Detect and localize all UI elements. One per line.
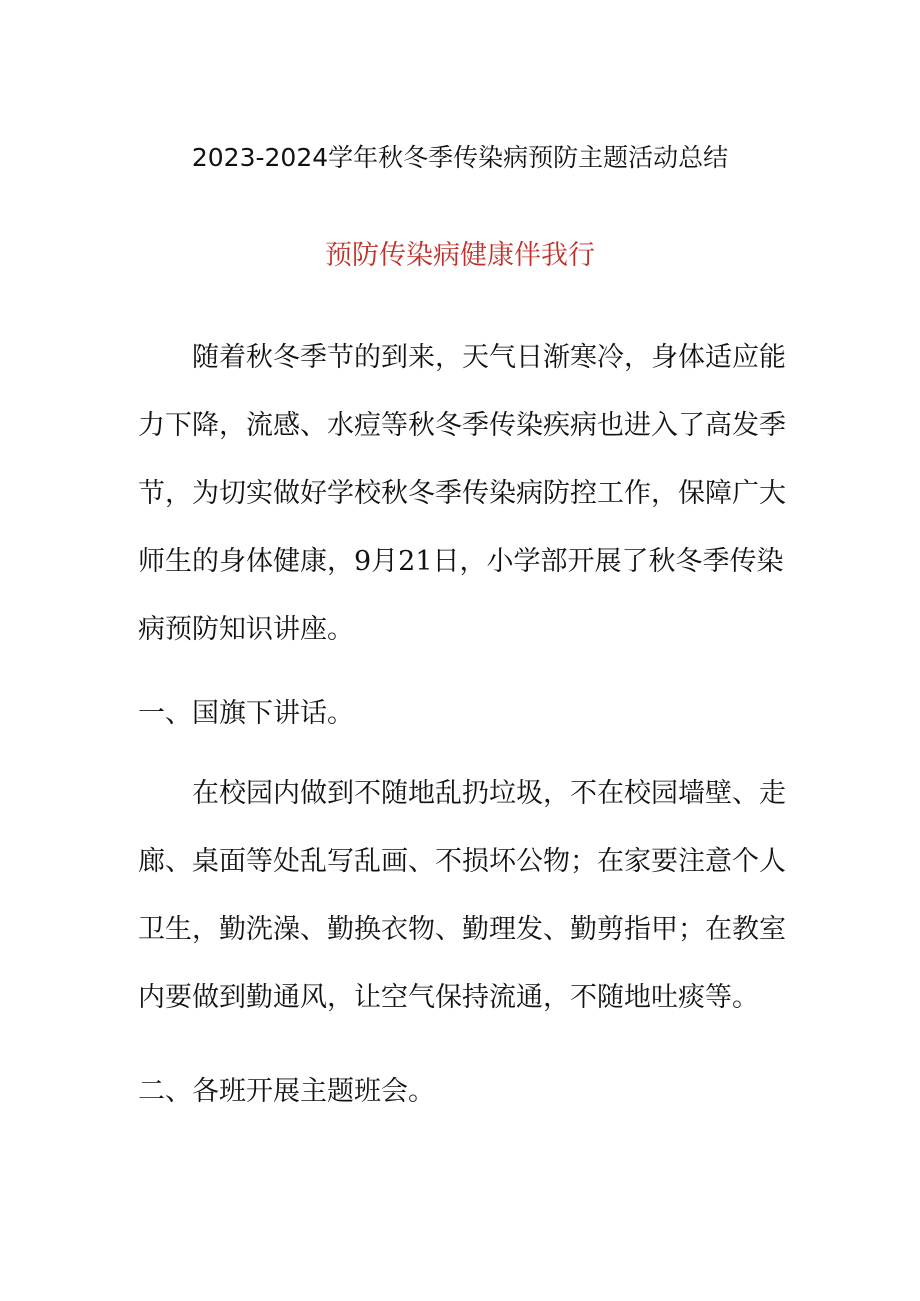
section-heading-flag-speech: 一、国旗下讲话。: [138, 698, 354, 729]
intro-paragraph: 随着秋冬季节的到来，天气日渐寒冷，身体适应能力下降，流感、水痘等秋冬季传染疾病也进入了高发季节，为切实做好学校秋冬季传染病防控工作，保障广大师生的身体健康，9月21日，小学部开展了秋冬季传染病预防知识讲座。: [138, 342, 786, 645]
section-heading-class-meeting: 二、各班开展主题班会。: [138, 1076, 435, 1107]
document-title: 2023-2024学年秋冬季传染病预防主题活动总结: [191, 143, 729, 172]
document-subtitle: 预防传染病健康伴我行: [325, 240, 595, 271]
hygiene-paragraph: 在校园内做到不随地乱扔垃圾，不在校园墙壁、走廊、桌面等处乱写乱画、不损坏公物；在家要注意个人卫生，勤洗澡、勤换衣物、勤理发、勤剪指甲；在教室内要做到勤通风，让空气保持流通，不随地吐痰等。: [138, 778, 786, 1013]
